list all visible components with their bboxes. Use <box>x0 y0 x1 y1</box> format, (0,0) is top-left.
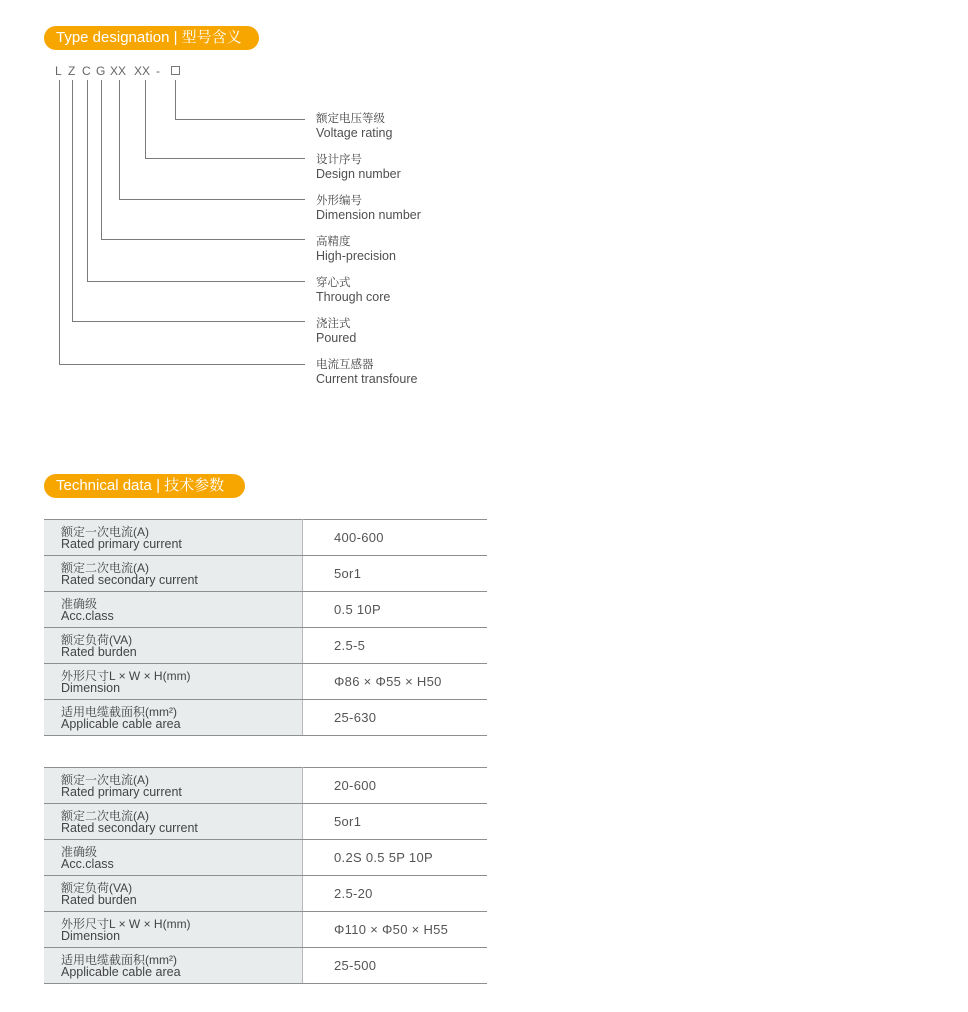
connector-through-core-v <box>87 80 88 282</box>
row-value: 2.5-5 <box>303 628 488 664</box>
label-zh: 额定一次电流(A) <box>61 524 149 539</box>
row-label <box>44 556 303 592</box>
desc-poured-en: Poured <box>316 331 357 345</box>
connector-design-v <box>145 80 146 159</box>
desc-through-core-zh: 穿心式 <box>316 277 351 289</box>
row-label <box>44 664 303 700</box>
row-label <box>44 520 303 556</box>
connector-precision-h <box>101 239 305 240</box>
label-zh: 额定二次电流(A) <box>61 560 149 575</box>
label-en: Rated primary current <box>61 536 182 551</box>
code-letter-l: L <box>55 64 62 78</box>
row-label <box>44 628 303 664</box>
connector-precision-v <box>101 80 102 240</box>
row-label <box>44 948 303 984</box>
row-label <box>44 700 303 736</box>
desc-voltage-zh: 额定电压等级 <box>316 113 385 125</box>
row-label <box>44 592 303 628</box>
code-dash: - <box>156 64 160 78</box>
label-en: Rated secondary current <box>61 820 198 835</box>
label-zh: 适用电缆截面积(mm²) <box>61 704 177 719</box>
label-zh: 准确级 <box>61 844 98 859</box>
connector-design-h <box>145 158 305 159</box>
table-row <box>44 628 487 664</box>
row-value: 400-600 <box>303 520 488 556</box>
table-row <box>44 592 487 628</box>
connector-current-h <box>59 364 305 365</box>
desc-current-en: Current transfoure <box>316 372 418 386</box>
connector-dimension-v <box>119 80 120 200</box>
label-en: Acc.class <box>61 608 114 623</box>
desc-voltage-rating <box>316 112 392 140</box>
desc-through-core <box>316 276 390 304</box>
label-zh: 适用电缆截面积(mm²) <box>61 952 177 967</box>
desc-through-core-en: Through core <box>316 290 391 304</box>
label-en: Rated burden <box>61 892 137 907</box>
table-row <box>44 840 487 876</box>
table-row <box>44 804 487 840</box>
row-value: 25-500 <box>303 948 488 984</box>
connector-voltage-v <box>175 80 176 120</box>
desc-dimension-number <box>316 194 421 222</box>
label-zh: 额定二次电流(A) <box>61 808 149 823</box>
connector-poured-v <box>72 80 73 322</box>
desc-precision-en: High-precision <box>316 249 396 263</box>
row-value: 2.5-20 <box>303 876 488 912</box>
desc-dimension-zh: 外形编号 <box>316 195 362 207</box>
desc-poured-zh: 浇注式 <box>316 318 351 330</box>
connector-voltage-h <box>175 119 305 120</box>
row-label <box>44 876 303 912</box>
label-zh: 额定负荷(VA) <box>61 632 133 647</box>
desc-current-zh: 电流互感器 <box>316 359 374 371</box>
row-value: 20-600 <box>303 768 488 804</box>
table-row <box>44 664 487 700</box>
table-row <box>44 948 487 984</box>
row-label <box>44 840 303 876</box>
row-value: 25-630 <box>303 700 488 736</box>
label-en: Rated burden <box>61 644 137 659</box>
table-row <box>44 912 487 948</box>
row-value: 0.2S 0.5 5P 10P <box>303 840 488 876</box>
code-xx-dimension: XX <box>110 64 127 78</box>
desc-design-en: Design number <box>316 167 401 181</box>
desc-dimension-en: Dimension number <box>316 208 421 222</box>
spec-table-1 <box>44 519 487 736</box>
code-letter-g: G <box>96 64 106 78</box>
label-en: Applicable cable area <box>61 716 181 731</box>
connector-current-v <box>59 80 60 365</box>
row-value: 5or1 <box>303 556 488 592</box>
spec-table-2 <box>44 767 487 984</box>
label-zh: 准确级 <box>61 596 98 611</box>
label-zh: 外形尺寸L × W × H(mm) <box>61 668 191 683</box>
row-label <box>44 912 303 948</box>
code-letter-c: C <box>82 64 91 78</box>
technical-data-heading: Technical data | 技术参数 <box>44 474 245 498</box>
label-zh: 外形尺寸L × W × H(mm) <box>61 916 191 931</box>
desc-design-number <box>316 153 401 181</box>
desc-precision-zh: 高精度 <box>316 236 351 248</box>
type-designation-heading: Type designation | 型号含义 <box>44 26 259 50</box>
table-row <box>44 556 487 592</box>
connector-dimension-h <box>119 199 305 200</box>
table-row <box>44 876 487 912</box>
label-en: Rated secondary current <box>61 572 198 587</box>
row-value: 0.5 10P <box>303 592 488 628</box>
label-en: Acc.class <box>61 856 114 871</box>
table-row <box>44 520 487 556</box>
code-letter-z: Z <box>68 64 76 78</box>
code-box-placeholder <box>171 66 180 75</box>
desc-design-zh: 设计序号 <box>316 154 362 166</box>
desc-high-precision <box>316 235 396 263</box>
connector-poured-h <box>72 321 305 322</box>
row-value: Φ110 × Φ50 × H55 <box>303 912 488 948</box>
desc-poured <box>316 317 356 345</box>
code-xx-design: XX <box>134 64 151 78</box>
table-row <box>44 768 487 804</box>
label-en: Dimension <box>61 928 121 943</box>
label-zh: 额定一次电流(A) <box>61 772 149 787</box>
label-en: Applicable cable area <box>61 964 181 979</box>
connector-through-core-h <box>87 281 305 282</box>
table-row <box>44 700 487 736</box>
desc-current-transformer <box>316 358 417 386</box>
row-value: 5or1 <box>303 804 488 840</box>
row-value: Φ86 × Φ55 × H50 <box>303 664 488 700</box>
label-zh: 额定负荷(VA) <box>61 880 133 895</box>
row-label <box>44 804 303 840</box>
label-en: Rated primary current <box>61 784 182 799</box>
label-en: Dimension <box>61 680 121 695</box>
desc-voltage-en: Voltage rating <box>316 126 393 140</box>
row-label <box>44 768 303 804</box>
